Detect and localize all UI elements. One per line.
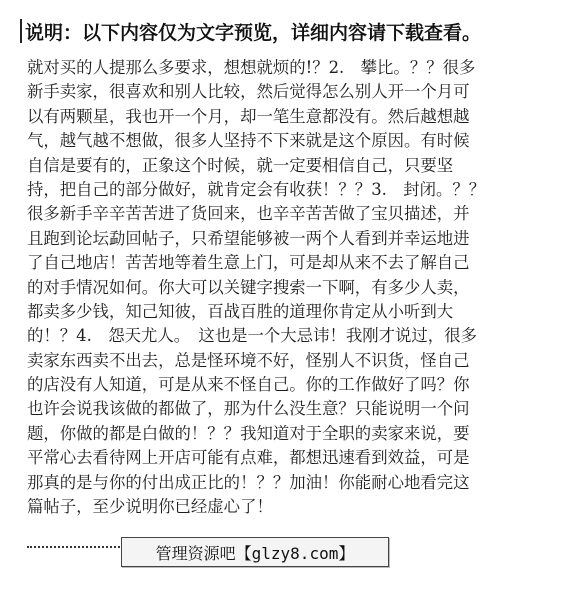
body-line: 了自己地店！苦苦地等着生意上门，可是却从来不去了解自己	[27, 253, 470, 273]
body-line: 的店没有人知道，可是从来不怪自己。你的工作做好了吗？你	[27, 375, 470, 395]
body-line: 的！？4. 怨天尤人。 这也是一个大忌讳！我刚才说过，很多	[27, 326, 477, 346]
body-line: 自信是要有的，正象这个时候，就一定要相信自己，只要坚	[27, 155, 454, 175]
source-link-box[interactable]	[121, 537, 389, 567]
body-line: 的对手情况如何。你大可以关键字搜索一下啊，有多少人卖，	[27, 277, 470, 297]
body-line: 就对买的人提那么多要求，想想就烦的!？2. 攀比。？？很多	[27, 58, 476, 77]
preview-notice: 说明：以下内容仅为文字预览，详细内容请下载查看。	[25, 21, 482, 44]
body-line: 很多新手辛辛苦苦进了货回来，也辛辛苦苦做了宝贝描述，并	[27, 204, 470, 224]
body-line: 卖家东西卖不出去，总是怪环境不好，怪别人不识货，怪自己	[27, 350, 470, 370]
body-line: 篇帖子，至少说明你已经虚心了！	[27, 497, 273, 517]
source-link-label: 管理资源吧【glzy8.com】	[155, 543, 355, 563]
body-line: 新手卖家，很喜欢和别人比较，然后觉得怎么别人开一个月可	[27, 82, 470, 102]
text-cursor	[20, 19, 22, 43]
body-line: 也许会说我该做的都做了，那为什么没生意？只能说明一个问	[27, 399, 470, 419]
body-line: 都卖多少钱，知己知彼，百战百胜的道理你肯定从小听到大	[27, 301, 454, 321]
body-line: 那真的是与你的付出成正比的！？？加油！你能耐心地看完这	[27, 472, 470, 492]
document-body	[27, 56, 552, 519]
body-line: 气，越气越不想做，很多人坚持不下来就是这个原因。有时候	[27, 131, 470, 151]
body-line: 持，把自己的部分做好，就肯定会有收获！？？3. 封闭。？？	[27, 179, 486, 199]
body-line: 且跑到论坛勐回帖子，只希望能够被一两个人看到并幸运地进	[27, 228, 470, 248]
body-line: 题，你做的都是白做的！？？我知道对于全职的卖家来说，要	[27, 423, 470, 443]
body-line: 以有两颗星，我也开一个月，却一笔生意都没有。然后越想越	[27, 106, 470, 126]
dotted-leader	[27, 536, 123, 548]
preview-notice-bar	[20, 14, 560, 48]
body-line: 平常心去看待网上开店可能有点难，都想迅速看到效益，可是	[27, 448, 470, 468]
